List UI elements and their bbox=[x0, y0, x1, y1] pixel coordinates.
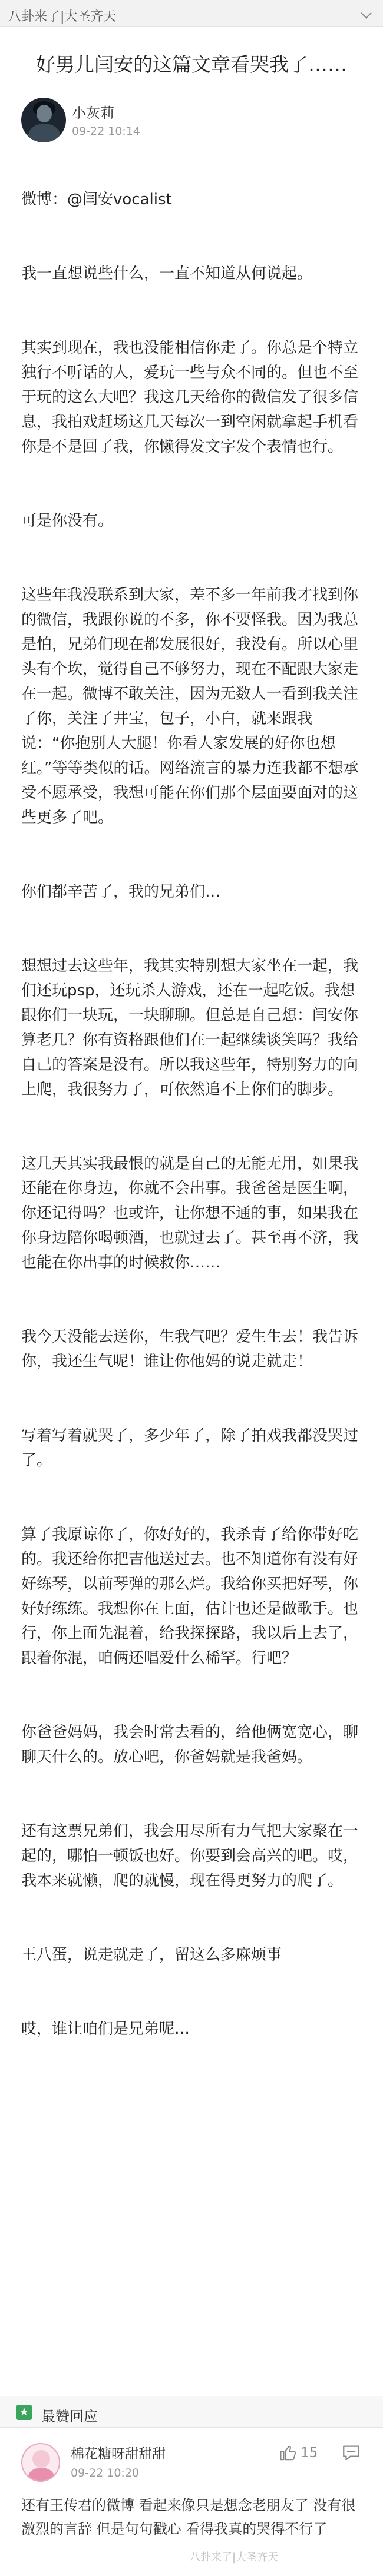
article-paragraph: 还有这票兄弟们，我会用尽所有力气把大家聚在一起的，哪怕一顿饭也好。你要到会高兴的吧。哎，我本来就懒，爬的就慢，现在得更努力的爬了。 bbox=[21, 1823, 359, 1890]
commenter-avatar[interactable] bbox=[21, 2443, 60, 2482]
thumbs-up-icon[interactable] bbox=[279, 2444, 297, 2462]
article-paragraph: 王八蛋，说走就走了，留这么多麻烦事 bbox=[21, 1946, 282, 1964]
author-avatar[interactable] bbox=[21, 98, 66, 142]
article-paragraph: 算了我原谅你了，你好好的，我杀青了给你带好吃的。我还给你把吉他送过去。也不知道你有没有好好练琴，以前琴弹的那么烂。我给你买把好琴，你好好练练。我想你在上面，估计也还是做歌手。也行，你上面先混着，给我探探路，我以后上去了，跟着你混，咱俩还唱爱什么稀罕。行吧？ bbox=[21, 1526, 359, 1667]
article-body bbox=[21, 187, 362, 2041]
article-paragraph: 我今天没能去送你，生我气吧？爱生生去！我告诉你，我还生气呢！谁让你他妈的说走就走！ bbox=[21, 1328, 359, 1370]
article-paragraph: 想想过去这些年，我其实特别想大家坐在一起，我们还玩psp，还玩杀人游戏，还在一起吃饭。我想跟你们一块玩，一块聊聊。但总是自己想：闫安你算老几？你有资格跟他们在一起继续谈笑吗？我给自己的答案是没有。所以我这些年，特别努力的向上爬，我很努力了，可依然追不上你们的脚步。 bbox=[21, 957, 359, 1098]
top-replies-header bbox=[0, 2396, 383, 2428]
article-paragraph: 你们都辛苦了，我的兄弟们… bbox=[21, 883, 221, 901]
like-count: 15 bbox=[301, 2445, 318, 2461]
post-time: 09-22 10:14 bbox=[72, 125, 141, 138]
reply-icon[interactable] bbox=[341, 2443, 362, 2463]
article-paragraph: 你爸爸妈妈，我会时常去看的，给他俩宽宽心，聊聊天什么的。放心吧，你爸妈就是我爸妈。 bbox=[21, 1724, 359, 1766]
article-paragraph: 哎，谁让咱们是兄弟呢… bbox=[21, 2020, 190, 2038]
article-paragraph: 微博：@闫安vocalist bbox=[21, 191, 172, 208]
article-paragraph: 写着写着就哭了，多少年了，除了拍戏我都没哭过了。 bbox=[21, 1427, 359, 1469]
top-replies-title: 最赞回应 bbox=[41, 2408, 98, 2425]
article-paragraph: 其实到现在，我也没能相信你走了。你总是个特立独行不听话的人，爱玩一些与众不同的。但也不至于玩的这么大吧？我这几天给你的微信发了很多信息，我拍戏赶场这几天每次一到空闲就拿起手机看你是不是回了我，你懒得发文字发个表情也行。 bbox=[21, 339, 359, 456]
article-paragraph: 这些年我没联系到大家，差不多一年前我才找到你的微信，我跟你说的不多，你不要怪我。因为我总是怕，兄弟们现在都发展很好，我没有。所以心里头有个坎，觉得自己不够努力，现在不配跟大家走在一起。微博不敢关注，因为无数人一看到我关注了你，关注了井宝，包子，小白，就来跟我说：“你抱别人大腿！你看人家发展的好你也想红。”等等类似的话。网络流言的暴力连我都不想承受不愿承受，我想可能在你们那个层面要面对的这些更多了吧。 bbox=[21, 586, 359, 826]
author-name[interactable]: 小灰莉 bbox=[72, 105, 114, 121]
star-icon: ★ bbox=[16, 2405, 32, 2420]
article-paragraph: 这几天其实我最恨的就是自己的无能无用，如果我还能在你身边，你就不会出事。我爸爸是医生啊，你还记得吗？也或许，让你想不通的事，如果我在你身边陪你喝顿酒，也就过去了。甚至再不济，我也能在你出事的时候救你…… bbox=[21, 1155, 359, 1272]
top-bar bbox=[0, 0, 383, 27]
watermark: 八卦来了|大圣齐天 bbox=[190, 2551, 279, 2564]
chevron-down-icon[interactable] bbox=[361, 8, 371, 18]
article-paragraph: 我一直想说些什么，一直不知道从何说起。 bbox=[21, 265, 313, 283]
comment-time: 09-22 10:20 bbox=[71, 2467, 140, 2479]
post-title: 好男儿闫安的这篇文章看哭我了…… bbox=[36, 53, 347, 76]
forum-breadcrumb[interactable]: 八卦来了|大圣齐天 bbox=[8, 9, 117, 24]
commenter-name[interactable]: 棉花糖呀甜甜甜 bbox=[71, 2446, 166, 2462]
comment-text: 还有王传君的微博 看起来像只是想念老朋友了 没有很激烈的言辞 但是句句戳心 看得我真的哭得不行了 bbox=[21, 2497, 356, 2537]
article-paragraph: 可是你没有。 bbox=[21, 512, 114, 530]
